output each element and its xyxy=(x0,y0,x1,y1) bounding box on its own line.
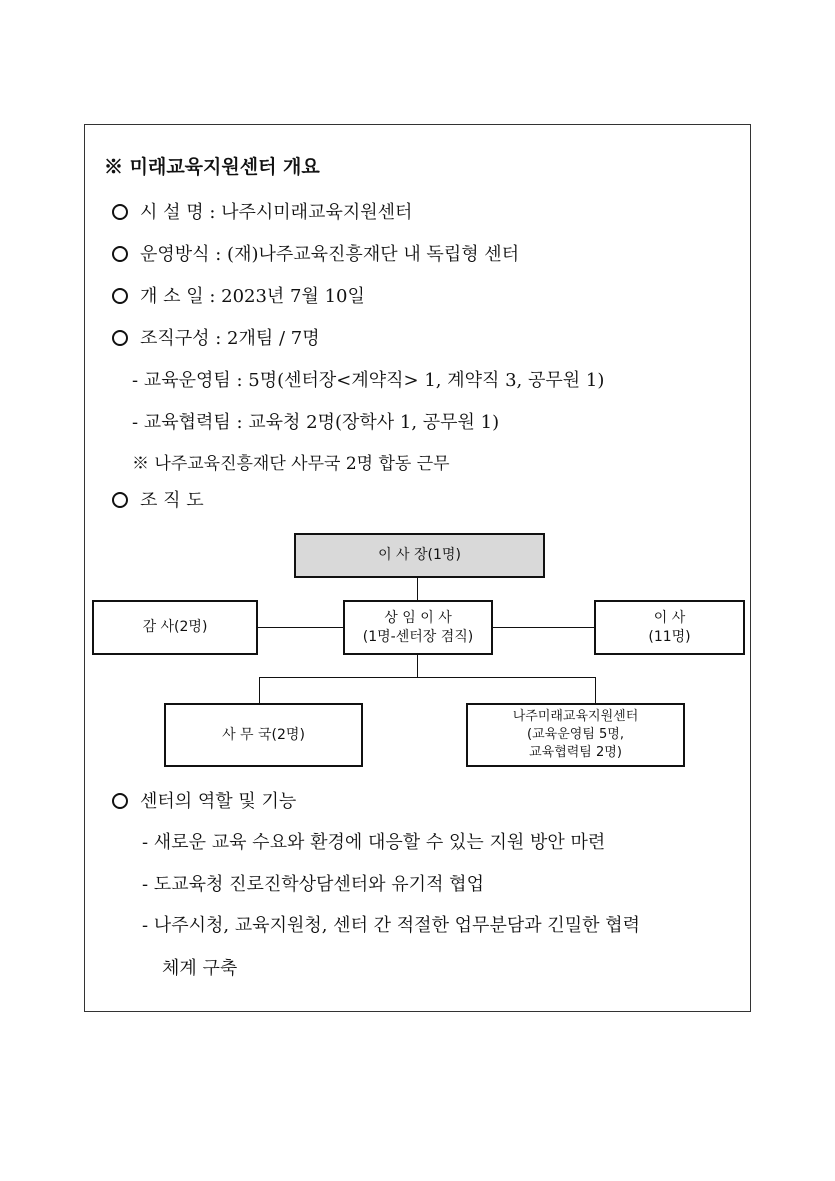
circle-bullet-icon xyxy=(112,288,128,304)
org-chart-heading-text: 조 직 도 xyxy=(140,490,204,511)
organization-item xyxy=(112,327,320,351)
roles-heading-item xyxy=(112,790,296,814)
operation-item xyxy=(112,243,519,267)
chairman-label: 이 사 장(1명) xyxy=(378,547,461,563)
team2-line: - 교육협력팀 : 교육청 2명(장학사 1, 공무원 1) xyxy=(132,412,500,433)
directors-title: 이 사 xyxy=(653,609,686,626)
role-line-3: - 나주시청, 교육지원청, 센터 간 적절한 업무분담과 긴밀한 협력 xyxy=(142,915,640,936)
circle-bullet-icon xyxy=(112,204,128,220)
circle-bullet-icon xyxy=(112,492,128,508)
circle-bullet-icon xyxy=(112,793,128,809)
branch-to-secretariat-connector xyxy=(259,677,260,704)
facility-name-item xyxy=(112,201,412,225)
directors-count: (11명) xyxy=(648,628,691,645)
center-box xyxy=(466,703,685,767)
roles-heading-text: 센터의 역할 및 기능 xyxy=(140,791,297,812)
opening-date-text: 개 소 일 : 2023년 7월 10일 xyxy=(140,286,365,307)
operation-text: 운영방식 : (재)나주교육진흥재단 내 독립형 센터 xyxy=(140,244,520,265)
center-team1: (교육운영팀 5명, xyxy=(527,727,624,742)
team1-line: - 교육운영팀 : 5명(센터장<계약직> 1, 계약직 3, 공무원 1) xyxy=(132,370,605,391)
standing-director-title: 상 임 이 사 xyxy=(384,609,452,626)
directors-connector xyxy=(492,627,595,628)
role-line-1: - 새로운 교육 수요와 환경에 대응할 수 있는 지원 방안 마련 xyxy=(142,832,606,853)
joint-work-note: ※ 나주교육진흥재단 사무국 2명 합동 근무 xyxy=(132,454,450,474)
chairman-box xyxy=(294,533,545,578)
branch-to-center-connector xyxy=(595,677,596,704)
auditor-label: 감 사(2명) xyxy=(142,619,208,635)
standing-director-box xyxy=(343,600,493,655)
organization-text: 조직구성 : 2개팀 / 7명 xyxy=(140,328,320,349)
secretariat-label: 사 무 국(2명) xyxy=(222,726,305,743)
chairman-to-standing-connector xyxy=(417,577,418,601)
secretariat-box xyxy=(164,703,363,767)
section-title: ※ 미래교육지원센터 개요 xyxy=(104,156,320,178)
facility-name-text: 시 설 명 : 나주시미래교육지원센터 xyxy=(140,202,413,223)
auditor-connector xyxy=(257,627,344,628)
standing-director-note: (1명-센터장 겸직) xyxy=(362,628,474,645)
org-chart-heading-item xyxy=(112,489,204,513)
circle-bullet-icon xyxy=(112,330,128,346)
center-title: 나주미래교육지원센터 xyxy=(512,709,639,724)
directors-box xyxy=(594,600,745,655)
center-team2: 교육협력팀 2명) xyxy=(529,745,622,760)
auditor-box xyxy=(92,600,258,655)
standing-to-branch-connector xyxy=(417,654,418,677)
role-line-2: - 도교육청 진로진학상담센터와 유기적 협업 xyxy=(142,874,484,895)
opening-date-item xyxy=(112,285,365,309)
branch-horizontal-connector xyxy=(259,677,596,678)
role-line-3-continued: 체계 구축 xyxy=(162,958,238,979)
circle-bullet-icon xyxy=(112,246,128,262)
